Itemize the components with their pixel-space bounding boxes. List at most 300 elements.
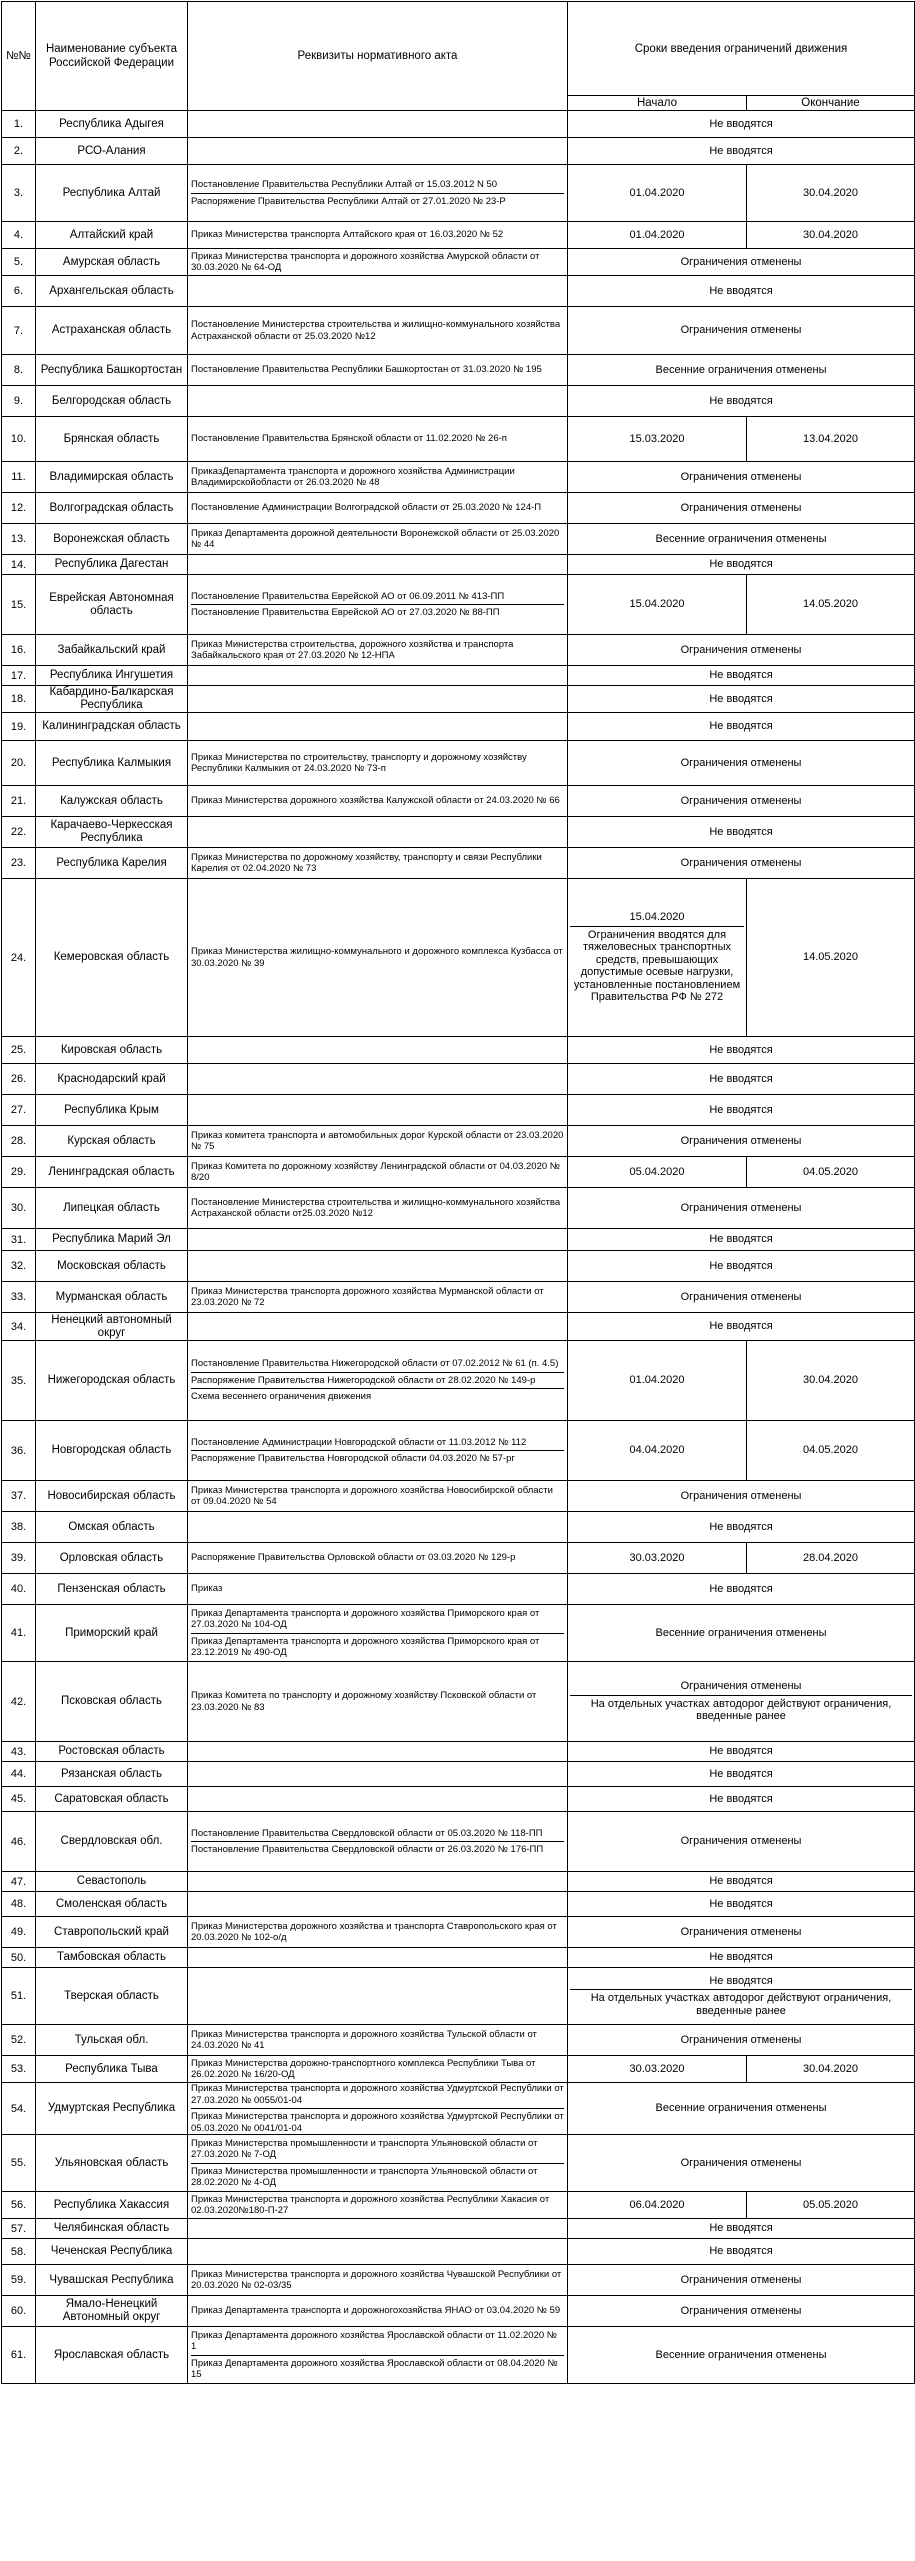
status-cell	[568, 2327, 915, 2384]
table-row	[2, 1892, 915, 1917]
act-cell	[188, 817, 568, 848]
table-row	[2, 2327, 915, 2384]
table-row	[2, 386, 915, 417]
subject-name: Республика Башкортостан	[36, 355, 188, 386]
row-number: 4.	[2, 222, 36, 249]
row-number: 50.	[2, 1948, 36, 1968]
status-cell	[568, 276, 915, 307]
subject-name: Ульяновская область	[36, 2135, 188, 2192]
subject-name: Ленинградская область	[36, 1157, 188, 1188]
table-row	[2, 1064, 915, 1095]
act-cell	[188, 307, 568, 355]
act-cell	[188, 1064, 568, 1095]
table-row	[2, 713, 915, 741]
subject-name: Удмуртская Республика	[36, 2083, 188, 2135]
status-value: Не вводятся	[709, 1233, 773, 1246]
act-cell	[188, 635, 568, 666]
table-row	[2, 138, 915, 165]
end-date: 04.05.2020	[747, 1421, 915, 1481]
table-row	[2, 1037, 915, 1064]
start-value: 05.04.2020	[629, 1165, 685, 1178]
subject-name: Саратовская область	[36, 1787, 188, 1812]
table-row	[2, 786, 915, 817]
status-cell	[568, 2239, 915, 2265]
table-row	[2, 879, 915, 1037]
act-text: Постановление Правительства Брянской области от 11.02.2020 № 26-п	[191, 433, 507, 445]
row-number: 26.	[2, 1064, 36, 1095]
act-cell	[188, 355, 568, 386]
table-row	[2, 1157, 915, 1188]
status-value: Ограничения отменены	[680, 794, 802, 807]
act-text: Приказ Комитета по дорожному хозяйству Ленинградской области от 04.03.2020 № 8/20	[191, 1160, 560, 1183]
table-row	[2, 1282, 915, 1313]
status-cell	[568, 493, 915, 524]
act-cell	[188, 249, 568, 276]
act-text: Приказ Министерства по строительству, транспорту и дорожному хозяйству Республики Калмыкия от 24.03.2020 № 73-п	[191, 751, 527, 774]
subject-name: Пензенская область	[36, 1574, 188, 1605]
act-cell	[188, 741, 568, 786]
table-row	[2, 1662, 915, 1742]
act-text: Приказ Министерства по дорожному хозяйству, транспорту и связи Республики Карелия от 02.04.2020 № 73	[191, 851, 542, 874]
row-number: 45.	[2, 1787, 36, 1812]
act-cell	[188, 666, 568, 686]
end-date: 05.05.2020	[747, 2192, 915, 2219]
act-text: Распоряжение Правительства Республики Алтай от 27.01.2020 № 23-Р	[191, 195, 506, 207]
subject-name: Республика Крым	[36, 1095, 188, 1126]
act-text: Приказ Департамента транспорта и дорожного хозяйства Приморского края от 27.03.2020 № 104-ОД	[191, 1607, 540, 1630]
status-value: Не вводятся	[709, 1897, 773, 1910]
subject-name: Челябинская область	[36, 2219, 188, 2239]
act-cell	[188, 1968, 568, 2025]
status-value: Весенние ограничения отменены	[655, 1626, 827, 1639]
row-number: 3.	[2, 165, 36, 222]
act-cell	[188, 1188, 568, 1229]
status-value: Не вводятся	[709, 1103, 773, 1116]
act-text: Постановление Правительства Нижегородской области от 07.02.2012 № 61 (п. 4.5)	[191, 1358, 559, 1370]
status-value: Ограничения отменены	[680, 1290, 802, 1303]
subject-name: Рязанская область	[36, 1762, 188, 1787]
row-number: 15.	[2, 575, 36, 635]
table-row	[2, 2239, 915, 2265]
status-cell	[568, 2135, 915, 2192]
table-row	[2, 417, 915, 462]
table-row	[2, 222, 915, 249]
table-row	[2, 1872, 915, 1892]
act-text: Схема весеннего ограничения движения	[191, 1391, 372, 1403]
act-divider	[191, 1633, 564, 1634]
status-value: Не вводятся	[709, 1951, 773, 1964]
end-date: 30.04.2020	[747, 2056, 915, 2083]
row-number: 56.	[2, 2192, 36, 2219]
status-value: Ограничения отменены	[680, 1489, 802, 1502]
status-cell	[568, 1064, 915, 1095]
act-cell	[188, 713, 568, 741]
subject-name: Владимирская область	[36, 462, 188, 493]
status-cell	[568, 1126, 915, 1157]
act-text: Постановление Министерства строительства и жилищно-коммунального хозяйства Астраханской области от25.03.2020 №12	[191, 1196, 561, 1219]
subject-name: Республика Хакассия	[36, 2192, 188, 2219]
row-number: 43.	[2, 1742, 36, 1762]
subject-name: Ненецкий автономный округ	[36, 1313, 188, 1341]
table-row	[2, 686, 915, 713]
act-text: Приказ Департамента транспорта и дорожногохозяйства ЯНАО от 03.04.2020 № 59	[191, 2305, 561, 2317]
header-subject: Наименование субъекта Российской Федерации	[36, 2, 188, 111]
act-cell	[188, 222, 568, 249]
status-cell	[568, 817, 915, 848]
start-date	[568, 1543, 747, 1574]
status-cell	[568, 307, 915, 355]
act-cell	[188, 2296, 568, 2327]
start-date	[568, 2056, 747, 2083]
status-divider	[570, 1695, 912, 1696]
row-number: 36.	[2, 1421, 36, 1481]
status-value: Не вводятся	[709, 394, 773, 407]
act-text: Постановление Администрации Волгоградской области от 25.03.2020 № 124-П	[191, 502, 542, 514]
status-cell	[568, 1251, 915, 1282]
act-cell	[188, 2135, 568, 2192]
table-row	[2, 1421, 915, 1481]
status-value: Не вводятся	[709, 1259, 773, 1272]
status-value: Ограничения отменены	[680, 2273, 802, 2286]
status-value: Ограничения отменены	[680, 2033, 802, 2046]
subject-name: Севастополь	[36, 1872, 188, 1892]
subject-name: Калининградская область	[36, 713, 188, 741]
table-row	[2, 462, 915, 493]
row-number: 46.	[2, 1812, 36, 1872]
row-number: 44.	[2, 1762, 36, 1787]
status-value: Ограничения отменены	[680, 1835, 802, 1848]
status-cell	[568, 1095, 915, 1126]
act-cell	[188, 1605, 568, 1662]
table-row	[2, 111, 915, 138]
row-number: 14.	[2, 555, 36, 575]
table-row	[2, 276, 915, 307]
row-number: 60.	[2, 2296, 36, 2327]
subject-name: Тверская область	[36, 1968, 188, 2025]
start-value: 15.03.2020	[629, 432, 685, 445]
start-divider	[570, 926, 744, 927]
status-value: Не вводятся	[709, 2245, 773, 2258]
row-number: 37.	[2, 1481, 36, 1512]
act-cell	[188, 2192, 568, 2219]
act-text: Приказ	[191, 1583, 223, 1595]
row-number: 55.	[2, 2135, 36, 2192]
table-body	[2, 111, 915, 2384]
row-number: 48.	[2, 1892, 36, 1917]
act-text: Приказ Министерства дорожно-транспортного комплекса Республики Тыва от 26.02.2020 № 16/20-ОД	[191, 2057, 536, 2080]
start-value: 30.03.2020	[629, 1551, 685, 1564]
act-text: Распоряжение Правительства Орловской области от 03.03.2020 № 129-р	[191, 1552, 516, 1564]
act-cell	[188, 111, 568, 138]
row-number: 20.	[2, 741, 36, 786]
status-cell	[568, 1313, 915, 1341]
row-number: 38.	[2, 1512, 36, 1543]
header-num: №№	[2, 2, 36, 111]
act-text: ПриказДепартамента транспорта и дорожного хозяйства Администрации Владимирскойобласти от 26.03.2020 № 48	[191, 465, 515, 488]
act-cell	[188, 524, 568, 555]
status-value: Ограничения отменены	[680, 470, 802, 483]
act-cell	[188, 1157, 568, 1188]
act-divider	[191, 604, 564, 605]
status-cell	[568, 1742, 915, 1762]
header-act: Реквизиты нормативного акта	[188, 2, 568, 111]
subject-name: Республика Карелия	[36, 848, 188, 879]
start-date	[568, 1421, 747, 1481]
header-start: Начало	[568, 96, 747, 111]
table-row	[2, 1126, 915, 1157]
act-cell	[188, 1892, 568, 1917]
start-value: 15.04.2020	[629, 598, 685, 611]
table-row	[2, 2083, 915, 2135]
act-cell	[188, 1313, 568, 1341]
subject-name: Забайкальский край	[36, 635, 188, 666]
act-text: Приказ Департамента дорожного хозяйства Ярославской области от 08.04.2020 № 15	[191, 2357, 558, 2380]
end-date: 14.05.2020	[747, 879, 915, 1037]
act-text: Распоряжение Правительства Новгородской области 04.03.2020 № 57-рг	[191, 1453, 515, 1464]
status-cell	[568, 848, 915, 879]
subject-name: Московская область	[36, 1251, 188, 1282]
subject-name: Республика Адыгея	[36, 111, 188, 138]
table-row	[2, 1787, 915, 1812]
subject-name: Астраханская область	[36, 307, 188, 355]
status-note: На отдельных участках автодорог действуют ограничения, введенные ранее	[590, 1992, 892, 2017]
act-cell	[188, 2239, 568, 2265]
row-number: 7.	[2, 307, 36, 355]
start-value: 30.03.2020	[629, 2062, 685, 2075]
status-cell	[568, 1872, 915, 1892]
status-cell	[568, 1812, 915, 1872]
subject-name: Ростовская область	[36, 1742, 188, 1762]
act-cell	[188, 1481, 568, 1512]
start-value: 01.04.2020	[629, 1374, 685, 1387]
act-text: Постановление Правительства Еврейской АО от 06.09.2011 № 413-ПП	[191, 590, 505, 602]
table-row	[2, 307, 915, 355]
status-cell	[568, 1605, 915, 1662]
end-date: 04.05.2020	[747, 1157, 915, 1188]
table-row	[2, 2219, 915, 2239]
start-date	[568, 1341, 747, 1421]
act-cell	[188, 1917, 568, 1948]
row-number: 28.	[2, 1126, 36, 1157]
act-cell	[188, 1543, 568, 1574]
act-text: Приказ Комитета по транспорту и дорожному хозяйству Псковской области от 23.03.2020 № 83	[191, 1690, 537, 1713]
row-number: 9.	[2, 386, 36, 417]
status-cell	[568, 1787, 915, 1812]
subject-name: Кабардино-Балкарская Республика	[36, 686, 188, 713]
status-cell	[568, 524, 915, 555]
row-number: 51.	[2, 1968, 36, 2025]
status-divider	[570, 1989, 912, 1990]
status-cell	[568, 1512, 915, 1543]
table-row	[2, 1512, 915, 1543]
table-row	[2, 1605, 915, 1662]
status-value: Не вводятся	[709, 1792, 773, 1805]
table-row	[2, 1762, 915, 1787]
status-value: Не вводятся	[709, 1320, 773, 1333]
act-cell	[188, 493, 568, 524]
status-cell	[568, 1481, 915, 1512]
subject-name: Амурская область	[36, 249, 188, 276]
table-row	[2, 2296, 915, 2327]
act-text: Приказ Департамента транспорта и дорожного хозяйства Приморского края от 23.12.2019 № 490-ОД	[191, 1635, 540, 1658]
status-value: Не вводятся	[709, 669, 773, 682]
subject-name: Орловская область	[36, 1543, 188, 1574]
act-cell	[188, 555, 568, 575]
act-text: Приказ Министерства транспорта и дорожного хозяйства Новосибирской области от 09.04.2020 № 54	[191, 1484, 553, 1507]
status-value: Не вводятся	[709, 284, 773, 297]
row-number: 54.	[2, 2083, 36, 2135]
subject-name: Республика Калмыкия	[36, 741, 188, 786]
start-value: 06.04.2020	[629, 2198, 685, 2211]
table-row	[2, 1948, 915, 1968]
act-cell	[188, 1126, 568, 1157]
act-text: Постановление Правительства Еврейской АО от 27.03.2020 № 88-ПП	[191, 607, 500, 618]
row-number: 10.	[2, 417, 36, 462]
act-cell	[188, 879, 568, 1037]
table-row	[2, 2265, 915, 2296]
act-cell	[188, 2265, 568, 2296]
subject-name: Калужская область	[36, 786, 188, 817]
row-number: 19.	[2, 713, 36, 741]
subject-name: Ставропольский край	[36, 1917, 188, 1948]
act-text: Постановление Администрации Новгородской области от 11.03.2012 № 112	[191, 1436, 527, 1448]
status-cell	[568, 713, 915, 741]
table-row	[2, 741, 915, 786]
row-number: 24.	[2, 879, 36, 1037]
act-text: Приказ комитета транспорта и автомобильных дорог Курской области от 23.03.2020 № 75	[191, 1129, 564, 1152]
row-number: 27.	[2, 1095, 36, 1126]
start-date	[568, 575, 747, 635]
status-cell	[568, 2219, 915, 2239]
table-row	[2, 575, 915, 635]
subject-name: Тульская обл.	[36, 2025, 188, 2056]
subject-name: Краснодарский край	[36, 1064, 188, 1095]
start-date	[568, 222, 747, 249]
status-cell	[568, 1282, 915, 1313]
start-value: 01.04.2020	[629, 186, 685, 199]
row-number: 12.	[2, 493, 36, 524]
subject-name: Ярославская область	[36, 2327, 188, 2384]
subject-name: Республика Дагестан	[36, 555, 188, 575]
status-value: Ограничения отменены	[680, 501, 802, 514]
status-value: Ограничения отменены	[680, 324, 802, 337]
row-number: 8.	[2, 355, 36, 386]
end-date: 30.04.2020	[747, 1341, 915, 1421]
start-date	[568, 1157, 747, 1188]
status-cell	[568, 1968, 915, 2025]
table-row	[2, 1095, 915, 1126]
status-cell	[568, 741, 915, 786]
row-number: 41.	[2, 1605, 36, 1662]
status-value: Не вводятся	[709, 144, 773, 157]
act-text: Постановление Правительства Свердловской области от 05.03.2020 № 118-ПП	[191, 1827, 543, 1839]
row-number: 49.	[2, 1917, 36, 1948]
status-cell	[568, 686, 915, 713]
subject-name: Новосибирская область	[36, 1481, 188, 1512]
row-number: 11.	[2, 462, 36, 493]
act-cell	[188, 2083, 568, 2135]
status-value: Ограничения отменены	[680, 2156, 802, 2169]
status-cell	[568, 1037, 915, 1064]
act-cell	[188, 276, 568, 307]
status-value: Ограничения отменены	[680, 1680, 802, 1693]
subject-name: Тамбовская область	[36, 1948, 188, 1968]
row-number: 5.	[2, 249, 36, 276]
act-cell	[188, 386, 568, 417]
act-text: Приказ Министерства транспорта и дорожного хозяйства Республики Хакасия от 02.03.2020№180-П-27	[191, 2193, 550, 2216]
table-row	[2, 1229, 915, 1251]
table-row	[2, 1341, 915, 1421]
subject-name: Омская область	[36, 1512, 188, 1543]
act-text: Распоряжение Правительства Нижегородской области от 28.02.2020 № 149-р	[191, 1374, 536, 1386]
row-number: 57.	[2, 2219, 36, 2239]
row-number: 6.	[2, 276, 36, 307]
act-text: Приказ Департамента дорожного хозяйства Ярославской области от 11.02.2020 № 1	[191, 2329, 557, 2352]
start-date	[568, 2192, 747, 2219]
act-text: Приказ Министерства транспорта и дорожного хозяйства Удмуртской Республики от 27.03.2020 № 0055/01-04	[191, 2083, 564, 2106]
row-number: 17.	[2, 666, 36, 686]
subject-name: Нижегородская область	[36, 1341, 188, 1421]
status-value: Не вводятся	[709, 117, 773, 130]
start-note: Ограничения вводятся для тяжеловесных транспортных средств, превышающих допустимые осевые нагрузки, установленные постановлением Правительства РФ № 272	[573, 928, 741, 1004]
row-number: 21.	[2, 786, 36, 817]
table-row	[2, 249, 915, 276]
row-number: 52.	[2, 2025, 36, 2056]
row-number: 58.	[2, 2239, 36, 2265]
start-date	[568, 417, 747, 462]
subject-name: Мурманская область	[36, 1282, 188, 1313]
row-number: 35.	[2, 1341, 36, 1421]
table-row	[2, 1917, 915, 1948]
subject-name: Псковская область	[36, 1662, 188, 1742]
status-value: Не вводятся	[709, 1582, 773, 1595]
act-divider	[191, 1450, 564, 1451]
act-cell	[188, 1512, 568, 1543]
table-row	[2, 493, 915, 524]
subject-name: Кировская область	[36, 1037, 188, 1064]
header-terms: Сроки введения ограничений движения	[568, 2, 915, 96]
status-value: Не вводятся	[709, 1072, 773, 1085]
act-text: Постановление Правительства Свердловской области от 26.03.2020 № 176-ПП	[191, 1844, 544, 1855]
table-row	[2, 817, 915, 848]
status-value: Ограничения отменены	[680, 1134, 802, 1147]
subject-name: Брянская область	[36, 417, 188, 462]
act-text: Приказ Министерства транспорта Алтайского края от 16.03.2020 № 52	[191, 229, 504, 241]
status-cell	[568, 1662, 915, 1742]
status-value: Ограничения отменены	[680, 1925, 802, 1938]
table-row	[2, 355, 915, 386]
row-number: 22.	[2, 817, 36, 848]
subject-name: Республика Ингушетия	[36, 666, 188, 686]
start-date	[568, 879, 747, 1037]
status-value: Не вводятся	[709, 825, 773, 838]
subject-name: Белгородская область	[36, 386, 188, 417]
table-row	[2, 2135, 915, 2192]
row-number: 53.	[2, 2056, 36, 2083]
act-cell	[188, 1762, 568, 1787]
status-note: На отдельных участках автодорог действуют ограничения, введенные ранее	[590, 1697, 892, 1723]
status-value: Не вводятся	[709, 1520, 773, 1533]
subject-name: Чеченская Республика	[36, 2239, 188, 2265]
status-value: Ограничения отменены	[680, 856, 802, 869]
start-value: 01.04.2020	[629, 228, 685, 241]
start-date	[568, 165, 747, 222]
table-row	[2, 1968, 915, 2025]
row-number: 23.	[2, 848, 36, 879]
subject-name: Республика Марий Эл	[36, 1229, 188, 1251]
end-date: 28.04.2020	[747, 1543, 915, 1574]
row-number: 16.	[2, 635, 36, 666]
